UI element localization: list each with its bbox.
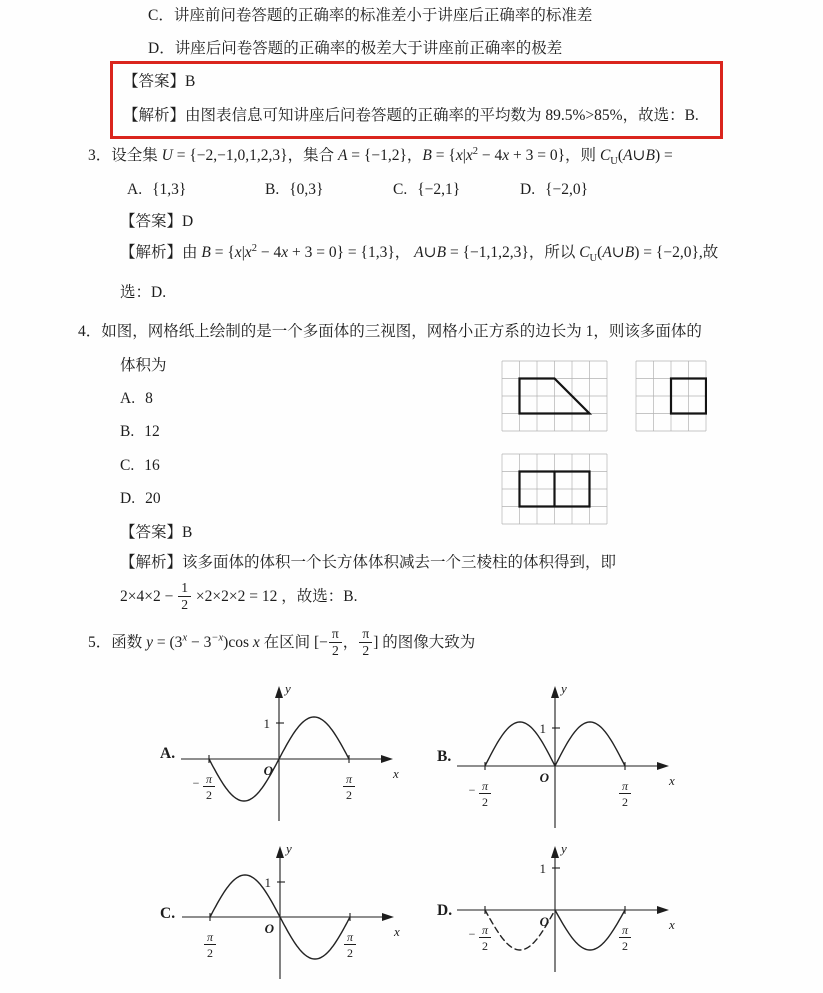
svg-text:2: 2 — [482, 939, 488, 953]
svg-text:y: y — [285, 681, 291, 696]
svg-text:y: y — [561, 681, 567, 696]
svg-text:−: − — [192, 776, 200, 790]
q4-option-a — [120, 389, 153, 408]
svg-text:π: π — [346, 930, 354, 944]
graph-a-label: A. — [160, 745, 176, 762]
q4-option-d-key: D. — [120, 490, 136, 507]
svg-text:y: y — [286, 841, 292, 856]
q4-option-d-value: 20 — [145, 490, 161, 507]
svg-text:π: π — [206, 930, 214, 944]
svg-text:1: 1 — [264, 875, 271, 890]
q4-option-d — [120, 489, 161, 508]
svg-text:π: π — [481, 923, 489, 937]
svg-text:π: π — [481, 779, 489, 793]
svg-text:2: 2 — [206, 788, 212, 802]
q4-stem-2: 体积为 — [120, 357, 167, 374]
q4-analysis-2: 2×4×2 − $\frac{1}{2}$ ×2×2×2 = 12 ，故选：B. — [120, 580, 358, 613]
answer-highlight-box — [110, 61, 723, 139]
q3-stem: 3．设全集 U = {−2,−1,0,1,2,3}，集合 A = {−1,2}，$B = \{x|x^2 - 4x + 3 = 0\}$，则 $C_U(A\cup B)$ = — [88, 145, 673, 168]
svg-text:−: − — [468, 927, 476, 941]
q3-option-d — [520, 180, 588, 199]
svg-text:x: x — [394, 924, 400, 939]
svg-text:2: 2 — [346, 788, 352, 802]
q4-stem: 4．如图，网格纸上绘制的是一个多面体的三视图，网格小正方系的边长为 1，则该多面体的 — [78, 323, 702, 340]
q4-option-b — [120, 422, 160, 441]
graph-c — [140, 840, 420, 993]
q4-option-b-key: B. — [120, 423, 135, 440]
q4-option-a-value: 8 — [145, 390, 153, 407]
svg-text:2: 2 — [482, 795, 488, 809]
q3-analysis-2: 选：D. — [120, 284, 167, 301]
graph-d — [420, 840, 700, 993]
q3-option-a-value: {1,3} — [152, 181, 187, 198]
svg-text:1: 1 — [263, 716, 270, 731]
graph-a — [140, 680, 420, 840]
q3-option-a — [127, 180, 186, 199]
q5-stem: 5．函数 $y = (3^x - 3^{-x})\cos$ x 在区间 [− $\frac{\pi}{2}$ ， $\frac{\pi}{2}$ ] 的图像大致为 — [88, 626, 476, 659]
prev-option-c: C．讲座前问卷答题的正确率的标准差小于讲座后正确率的标准差 — [148, 7, 593, 24]
q4-analysis: 【解析】该多面体的体积一个长方体体积减去一个三棱柱的体积得到，即 — [120, 554, 617, 571]
q3-option-b-value: {0,3} — [289, 181, 324, 198]
svg-text:O: O — [539, 770, 549, 785]
svg-text:π: π — [345, 772, 353, 786]
svg-text:x: x — [669, 917, 675, 932]
svg-text:x: x — [669, 773, 675, 788]
q4-option-c-value: 16 — [144, 457, 160, 474]
svg-text:O: O — [264, 921, 274, 936]
svg-text:O: O — [263, 763, 273, 778]
q3-option-a-key: A. — [127, 181, 143, 198]
svg-text:1: 1 — [539, 721, 546, 736]
q3-option-b — [265, 180, 323, 199]
q4-answer: 【答案】B — [120, 524, 193, 541]
svg-text:−: − — [468, 783, 476, 797]
q3-answer: 【答案】D — [120, 213, 194, 230]
graph-d-label: D. — [437, 902, 453, 919]
q3-option-c-key: C. — [393, 181, 408, 198]
svg-text:2: 2 — [622, 795, 628, 809]
prev-analysis: 【解析】由图表信息可知讲座后问卷答题的正确率的平均数为 89.5%>85%，故选：B. — [123, 107, 699, 124]
q4-option-c-key: C. — [120, 457, 135, 474]
graph-b-label: B. — [437, 748, 452, 765]
graph-c-label: C. — [160, 905, 176, 922]
q3-analysis: 【解析】由 $B = \{x|x^2 - 4x + 3 = 0\} = \{1,3\}$， A∪B = {−1,1,2,3}，所以 $C_U(A\cup B) = \{-2,0\}$,故 — [120, 242, 719, 265]
svg-text:2: 2 — [347, 946, 353, 960]
svg-text:1: 1 — [539, 861, 546, 876]
q3-option-c — [393, 180, 460, 199]
q3-option-d-value: {−2,0} — [545, 181, 589, 198]
svg-text:O: O — [539, 914, 549, 929]
svg-text:π: π — [621, 779, 629, 793]
side-view-grid — [635, 360, 707, 432]
svg-text:y: y — [561, 841, 567, 856]
svg-text:x: x — [393, 766, 399, 781]
svg-text:π: π — [621, 923, 629, 937]
q3-option-d-key: D. — [520, 181, 536, 198]
q4-option-a-key: A. — [120, 390, 136, 407]
svg-text:π: π — [205, 772, 213, 786]
front-view-grid — [501, 360, 608, 432]
q4-option-b-value: 12 — [144, 423, 160, 440]
prev-option-d: D．讲座后问卷答题的正确率的极差大于讲座前正确率的极差 — [148, 40, 563, 57]
graph-b — [420, 680, 700, 840]
svg-text:2: 2 — [207, 946, 213, 960]
prev-answer: 【答案】B — [123, 73, 196, 90]
top-view-grid — [501, 453, 608, 525]
q3-option-c-value: {−2,1} — [417, 181, 461, 198]
svg-text:2: 2 — [622, 939, 628, 953]
q3-option-b-key: B. — [265, 181, 280, 198]
q4-option-c — [120, 456, 160, 475]
